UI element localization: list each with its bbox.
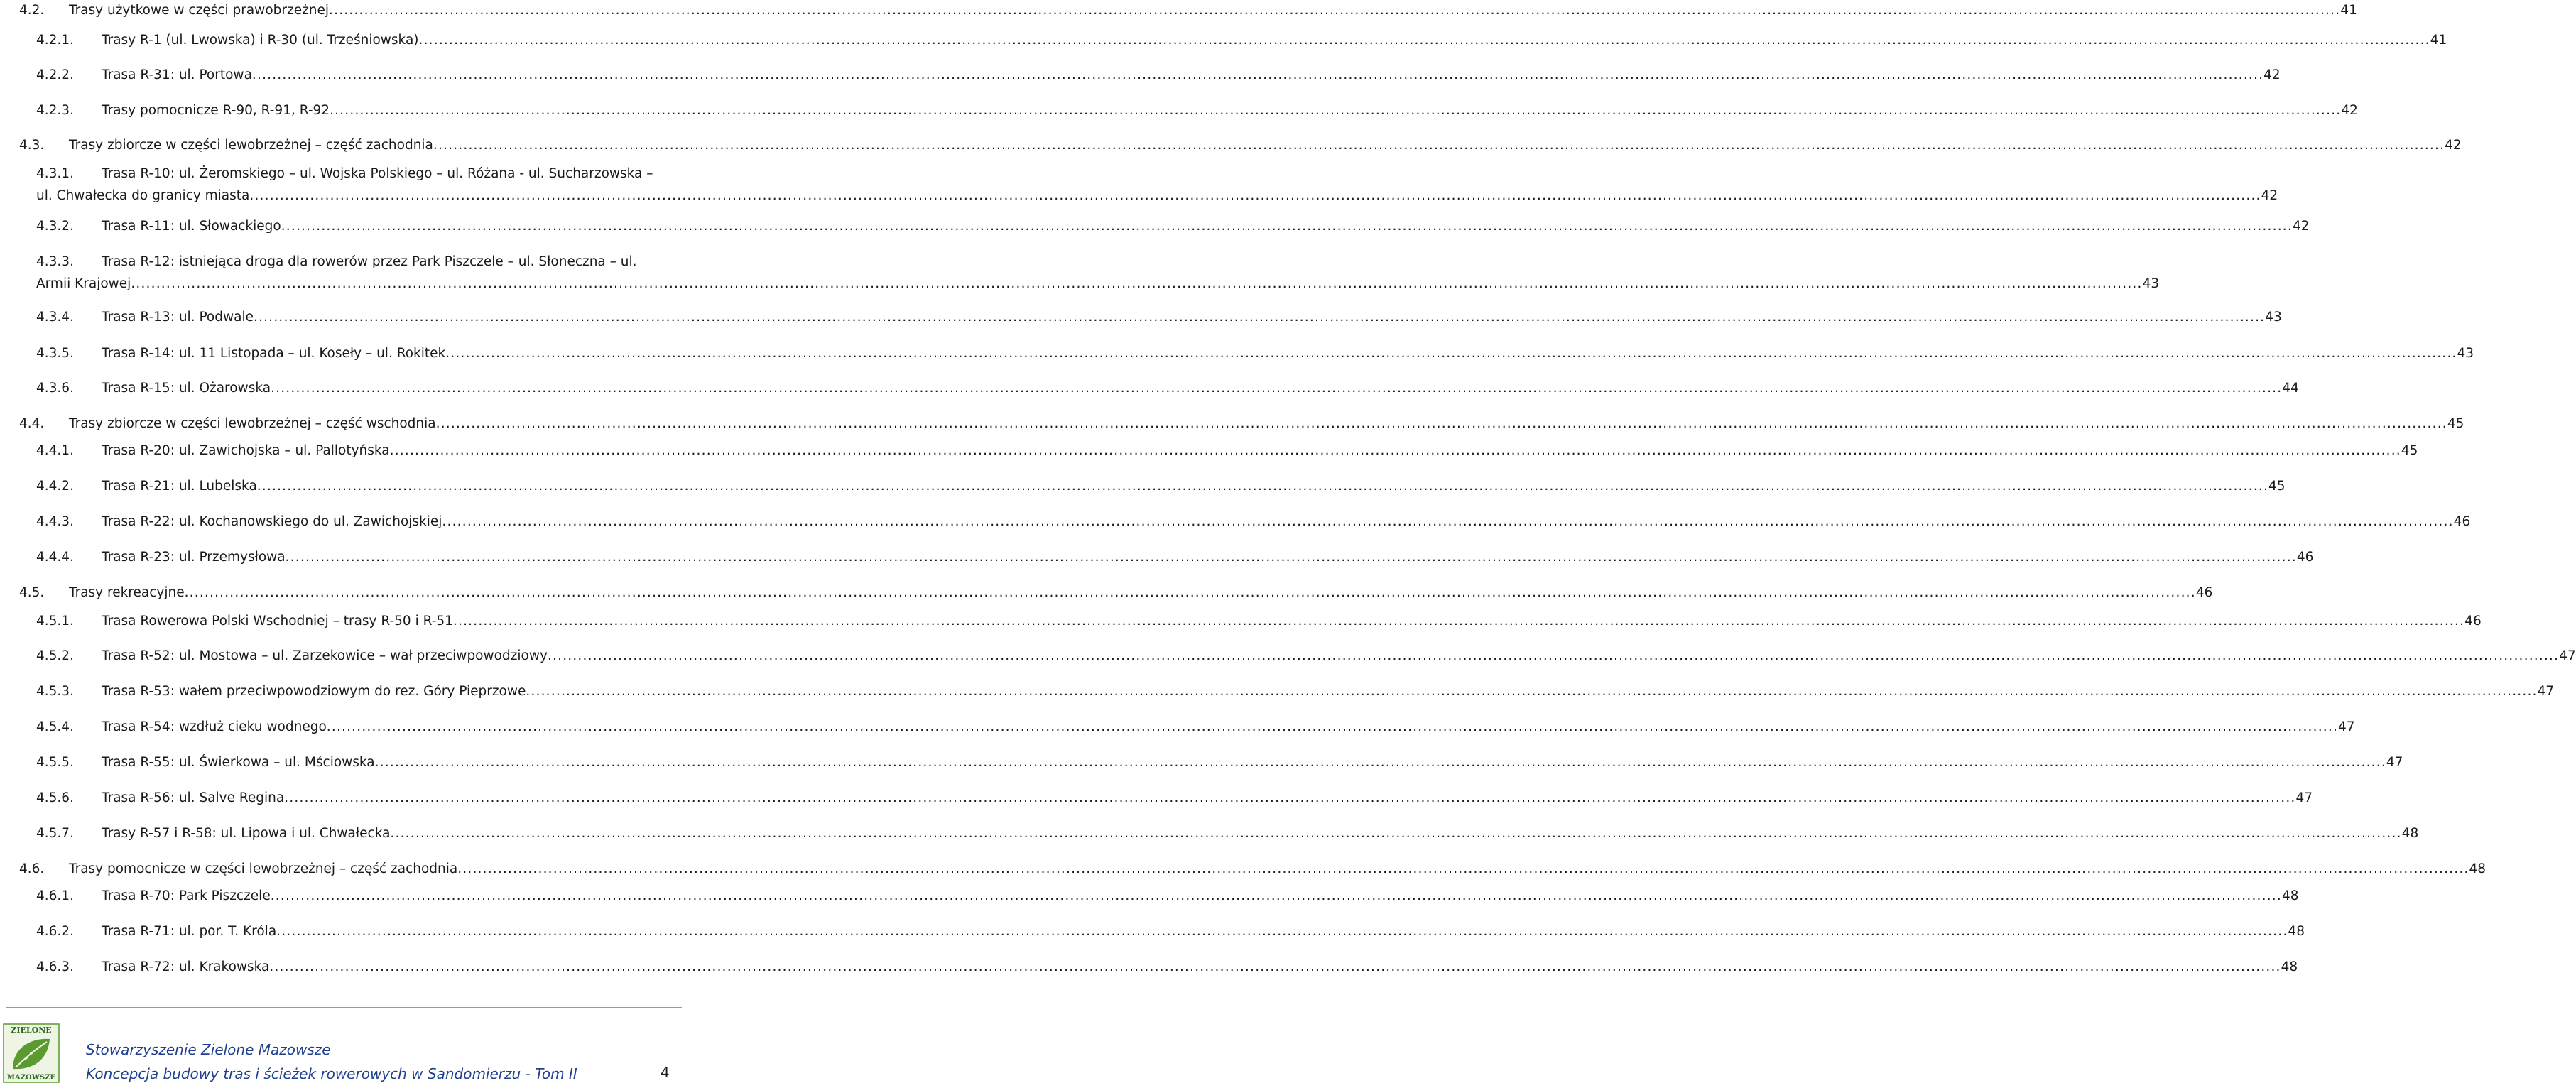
toc-line	[0, 548, 2314, 567]
toc-page-number: 46	[2196, 584, 2213, 602]
toc-entry[interactable]	[0, 31, 2447, 50]
toc-leader-row	[102, 647, 2576, 665]
toc-entry[interactable]	[0, 958, 2298, 977]
toc-leader-dots: ................................................................................................................................................................................................................................................................................................................................................................................................................	[184, 585, 2196, 600]
toc-title: Trasa R-56: ul. Salve Regina	[102, 789, 284, 807]
toc-title: Trasy rekreacyjne	[69, 584, 185, 602]
toc-entry[interactable]	[0, 860, 2487, 878]
toc-leader-dots: ................................................................................................................................................................................................................................................................................................................................................................................................................	[254, 310, 2266, 325]
toc-entry[interactable]	[0, 253, 2160, 293]
footer-divider	[6, 1007, 682, 1008]
toc-title: Trasa R-52: ul. Mostowa – ul. Zarzekowice – wał przeciwpowodziowy	[102, 647, 548, 665]
toc-entry[interactable]	[0, 584, 2213, 602]
toc-leader-dots: ................................................................................................................................................................................................................................................................................................................................................................................................................	[326, 719, 2339, 734]
toc-line	[0, 31, 2447, 50]
toc-line	[0, 102, 2358, 120]
toc-leader-dots: ................................................................................................................................................................................................................................................................................................................................................................................................................	[281, 219, 2293, 234]
toc-page-number: 47	[2559, 647, 2576, 665]
toc-page-number: 46	[2297, 548, 2314, 567]
toc-number: 4.4.4.	[36, 550, 74, 565]
toc-number: 4.5.2.	[36, 648, 74, 663]
toc-page-number: 47	[2338, 718, 2355, 736]
toc-entry[interactable]	[0, 789, 2313, 807]
toc-entry[interactable]	[0, 308, 2282, 327]
toc-title: Trasa R-10: ul. Żeromskiego – ul. Wojska Polskiego – ul. Różana - ul. Sucharzowska –	[102, 166, 653, 181]
toc-line	[0, 477, 2286, 496]
toc-leader-dots: ................................................................................................................................................................................................................................................................................................................................................................................................................	[251, 67, 2264, 82]
toc-entry[interactable]	[0, 379, 2299, 398]
toc-title: Trasa R-15: ul. Ożarowska	[102, 379, 271, 398]
toc-line	[0, 789, 2313, 807]
toc-page-number: 41	[2340, 1, 2357, 20]
toc-line	[0, 442, 2418, 460]
toc-number: 4.6.	[19, 861, 45, 876]
toc-leader-row	[102, 754, 2403, 772]
toc-page-number: 42	[2263, 66, 2281, 85]
toc-line	[0, 253, 2160, 293]
toc-page-number: 48	[2288, 923, 2305, 941]
toc-leader-dots: ................................................................................................................................................................................................................................................................................................................................................................................................................	[526, 684, 2538, 699]
toc-leader-dots: ................................................................................................................................................................................................................................................................................................................................................................................................................	[457, 861, 2469, 876]
toc-leader-dots: ................................................................................................................................................................................................................................................................................................................................................................................................................	[256, 479, 2269, 494]
toc-leader-dots: ................................................................................................................................................................................................................................................................................................................................................................................................................	[374, 755, 2386, 770]
toc-page-number: 42	[2341, 102, 2358, 120]
toc-entry[interactable]	[0, 442, 2418, 460]
toc-leader-dots: ................................................................................................................................................................................................................................................................................................................................................................................................................	[435, 416, 2447, 431]
toc-title: Trasy pomocnicze R-90, R-91, R-92	[102, 102, 330, 120]
toc-leader-row	[69, 136, 2462, 155]
toc-leader-row	[36, 187, 2278, 205]
toc-leader-dots: ................................................................................................................................................................................................................................................................................................................................................................................................................	[249, 188, 2261, 203]
toc-title: ul. Chwałecka do granicy miasta	[36, 187, 249, 205]
toc-number: 4.3.	[19, 138, 45, 153]
document-title: Koncepcja budowy tras i ścieżek rowerowych w Sandomierzu - Tom II	[86, 1065, 577, 1082]
toc-leader-row	[102, 682, 2555, 701]
toc-leader-row	[102, 825, 2419, 843]
toc-page-number: 47	[2538, 682, 2555, 701]
toc-leader-dots: ................................................................................................................................................................................................................................................................................................................................................................................................................	[445, 346, 2457, 361]
svg-text:ZIELONE: ZIELONE	[11, 1026, 52, 1035]
toc-page-number: 48	[2282, 887, 2299, 905]
toc-leader-row	[102, 379, 2299, 398]
toc-number: 4.5.7.	[36, 826, 74, 841]
toc-line	[0, 217, 2310, 236]
toc-page-number: 45	[2401, 442, 2418, 460]
toc-leader-dots: ................................................................................................................................................................................................................................................................................................................................................................................................................	[329, 3, 2341, 18]
toc-leader-row	[102, 31, 2447, 50]
toc-leader-row	[102, 718, 2355, 736]
toc-leader-row	[102, 958, 2298, 977]
toc-title: Trasa R-12: istniejąca droga dla rowerów przez Park Piszczele – ul. Słoneczna – ul.	[102, 254, 637, 269]
toc-title: Trasa R-20: ul. Zawichojska – ul. Pallotyńska	[102, 442, 390, 460]
toc-leader-dots: ................................................................................................................................................................................................................................................................................................................................................................................................................	[269, 959, 2281, 974]
toc-leader-row	[102, 548, 2314, 567]
toc-line	[0, 165, 2278, 205]
toc-page-number: 48	[2402, 825, 2419, 843]
toc-leader-row	[69, 584, 2213, 602]
toc-leader-row	[102, 789, 2313, 807]
toc-leader-dots: ................................................................................................................................................................................................................................................................................................................................................................................................................	[433, 138, 2445, 153]
organization-name: Stowarzyszenie Zielone Mazowsze	[86, 1041, 331, 1058]
toc-title: Trasa R-14: ul. 11 Listopada – ul. Koseły – ul. Rokitek	[102, 344, 445, 363]
toc-number: 4.4.	[19, 416, 45, 431]
toc-line	[0, 958, 2298, 977]
toc-entry[interactable]	[0, 548, 2314, 567]
toc-entry[interactable]	[0, 1, 2357, 20]
toc-title: Trasa R-13: ul. Podwale	[102, 308, 254, 327]
toc-leader-dots: ................................................................................................................................................................................................................................................................................................................................................................................................................	[270, 888, 2282, 903]
toc-entry[interactable]	[0, 513, 2471, 531]
toc-page-number: 48	[2469, 860, 2486, 878]
toc-leader-dots: ................................................................................................................................................................................................................................................................................................................................................................................................................	[390, 826, 2402, 841]
toc-page-number: 42	[2293, 217, 2310, 236]
toc-page-number: 41	[2430, 31, 2447, 50]
toc-number: 4.2.3.	[36, 103, 74, 118]
toc-entry[interactable]	[0, 923, 2305, 941]
toc-title: Armii Krajowej	[36, 275, 131, 293]
toc-line	[0, 718, 2355, 736]
toc-line	[0, 415, 2464, 433]
toc-title: Trasy pomocnicze w części lewobrzeżnej – część zachodnia	[69, 860, 457, 878]
toc-number: 4.2.1.	[36, 33, 74, 48]
toc-line	[0, 584, 2213, 602]
toc-title: Trasy R-1 (ul. Lwowska) i R-30 (ul. Trześniowska)	[102, 31, 419, 50]
toc-title: Trasa R-53: wałem przeciwpowodziowym do rez. Góry Pieprzowe	[102, 682, 526, 701]
toc-title: Trasy R-57 i R-58: ul. Lipowa i ul. Chwałecka	[102, 825, 390, 843]
toc-leader-dots: ................................................................................................................................................................................................................................................................................................................................................................................................................	[284, 790, 2296, 805]
toc-number: 4.6.2.	[36, 924, 74, 939]
toc-leader-row	[102, 442, 2418, 460]
toc-entry[interactable]	[0, 718, 2355, 736]
toc-entry[interactable]	[0, 344, 2474, 363]
toc-page-number: 47	[2386, 754, 2403, 772]
toc-line	[0, 66, 2281, 85]
toc-leader-row	[102, 217, 2310, 236]
toc-number: 4.3.4.	[36, 310, 74, 325]
toc-leader-row	[102, 344, 2474, 363]
toc-entry[interactable]	[0, 217, 2310, 236]
toc-entry[interactable]	[0, 66, 2281, 85]
toc-page-number: 43	[2457, 344, 2474, 363]
toc-leader-row	[102, 923, 2305, 941]
toc-page-number: 42	[2261, 187, 2278, 205]
toc-line	[0, 923, 2305, 941]
toc-title: Trasa R-70: Park Piszczele	[102, 887, 271, 905]
toc-entry[interactable]	[0, 682, 2555, 701]
toc-leader-row	[102, 513, 2471, 531]
toc-title: Trasa R-55: ul. Świerkowa – ul. Mściowska	[102, 754, 375, 772]
toc-line	[0, 136, 2462, 155]
toc-line	[0, 887, 2299, 905]
toc-number: 4.5.5.	[36, 755, 74, 770]
toc-number: 4.6.1.	[36, 888, 74, 903]
toc-leader-row	[69, 860, 2487, 878]
toc-title: Trasa R-22: ul. Kochanowskiego do ul. Zawichojskiej	[102, 513, 442, 531]
toc-title: Trasa R-54: wzdłuż cieku wodnego	[102, 718, 327, 736]
toc-leader-dots: ................................................................................................................................................................................................................................................................................................................................................................................................................	[131, 276, 2143, 291]
toc-leader-row	[69, 1, 2357, 20]
toc-entry[interactable]	[0, 102, 2358, 120]
toc-entry[interactable]	[0, 647, 2576, 665]
toc-page-number: 48	[2281, 958, 2298, 977]
toc-entry[interactable]	[0, 415, 2464, 433]
toc-entry[interactable]	[0, 477, 2286, 496]
toc-leader-dots: ................................................................................................................................................................................................................................................................................................................................................................................................................	[271, 381, 2283, 396]
toc-page-number: 46	[2464, 612, 2482, 631]
toc-number: 4.2.	[19, 3, 45, 18]
toc-line	[0, 308, 2282, 327]
toc-line	[0, 647, 2576, 665]
toc-page-number: 43	[2143, 275, 2160, 293]
toc-title: Trasa R-71: ul. por. T. Króla	[102, 923, 276, 941]
toc-entry[interactable]	[0, 754, 2403, 772]
toc-title: Trasa R-21: ul. Lubelska	[102, 477, 257, 496]
toc-title: Trasa R-11: ul. Słowackiego	[102, 217, 281, 236]
toc-number: 4.2.2.	[36, 67, 74, 82]
toc-number: 4.6.3.	[36, 959, 74, 974]
toc-number: 4.3.3.	[36, 254, 74, 269]
svg-text:MAZOWSZE: MAZOWSZE	[6, 1074, 56, 1082]
toc-number: 4.3.2.	[36, 219, 74, 234]
toc-title: Trasy zbiorcze w części lewobrzeżnej – część zachodnia	[69, 136, 433, 155]
toc-leader-dots: ................................................................................................................................................................................................................................................................................................................................................................................................................	[330, 103, 2342, 118]
toc-leader-dots: ................................................................................................................................................................................................................................................................................................................................................................................................................	[442, 514, 2454, 529]
toc-number: 4.5.	[19, 585, 45, 600]
toc-page-number: 47	[2295, 789, 2313, 807]
toc-line	[0, 682, 2555, 701]
toc-number: 4.5.3.	[36, 684, 74, 699]
toc-entry[interactable]	[0, 887, 2299, 905]
toc-line	[0, 379, 2299, 398]
toc-entry[interactable]	[0, 165, 2278, 205]
toc-title: Trasa R-23: ul. Przemysłowa	[102, 548, 286, 567]
toc-number: 4.5.6.	[36, 790, 74, 805]
zielone-mazowsze-logo	[3, 1023, 60, 1083]
toc-line	[0, 754, 2403, 772]
toc-leader-row	[102, 887, 2299, 905]
toc-leader-row	[102, 66, 2281, 85]
toc-title: Trasa R-31: ul. Portowa	[102, 66, 252, 85]
toc-leader-dots: ................................................................................................................................................................................................................................................................................................................................................................................................................	[418, 33, 2430, 48]
toc-line	[0, 1, 2357, 20]
toc-number: 4.5.4.	[36, 719, 74, 734]
toc-entry[interactable]	[0, 825, 2419, 843]
toc-leader-row	[102, 102, 2358, 120]
toc-leader-row	[36, 275, 2160, 293]
toc-leader-row	[102, 612, 2482, 631]
toc-line	[0, 612, 2482, 631]
toc-page-number: 44	[2282, 379, 2299, 398]
toc-title: Trasa Rowerowa Polski Wschodniej – trasy R-50 i R-51	[102, 612, 453, 631]
toc-leader-dots: ................................................................................................................................................................................................................................................................................................................................................................................................................	[389, 443, 2401, 458]
toc-title: Trasy użytkowe w części prawobrzeżnej	[69, 1, 329, 20]
toc-line	[0, 860, 2487, 878]
toc-page-number: 46	[2454, 513, 2471, 531]
toc-leader-dots: ................................................................................................................................................................................................................................................................................................................................................................................................................	[452, 614, 2465, 629]
toc-leader-row	[102, 308, 2282, 327]
toc-number: 4.5.1.	[36, 614, 74, 629]
toc-number: 4.4.3.	[36, 514, 74, 529]
toc-number: 4.3.5.	[36, 346, 74, 361]
toc-line	[0, 825, 2419, 843]
toc-page-number: 45	[2447, 415, 2464, 433]
toc-leader-dots: ................................................................................................................................................................................................................................................................................................................................................................................................................	[276, 924, 2288, 939]
toc-leader-row	[69, 415, 2464, 433]
toc-page-number: 43	[2265, 308, 2282, 327]
toc-number: 4.4.1.	[36, 443, 74, 458]
toc-leader-row	[102, 477, 2286, 496]
toc-title: Trasy zbiorcze w części lewobrzeżnej – część wschodnia	[69, 415, 436, 433]
toc-line	[0, 344, 2474, 363]
page-number: 4	[661, 1064, 670, 1081]
toc-number: 4.3.1.	[36, 166, 74, 181]
toc-title: Trasa R-72: ul. Krakowska	[102, 958, 269, 977]
toc-number: 4.3.6.	[36, 381, 74, 396]
toc-entry[interactable]	[0, 136, 2462, 155]
toc-entry[interactable]	[0, 612, 2482, 631]
toc-leader-dots: ................................................................................................................................................................................................................................................................................................................................................................................................................	[285, 550, 2297, 565]
toc-page-number: 42	[2445, 136, 2462, 155]
toc-leader-dots: ................................................................................................................................................................................................................................................................................................................................................................................................................	[547, 648, 2560, 663]
toc-number: 4.4.2.	[36, 479, 74, 494]
toc-line	[0, 513, 2471, 531]
toc-page-number: 45	[2268, 477, 2286, 496]
